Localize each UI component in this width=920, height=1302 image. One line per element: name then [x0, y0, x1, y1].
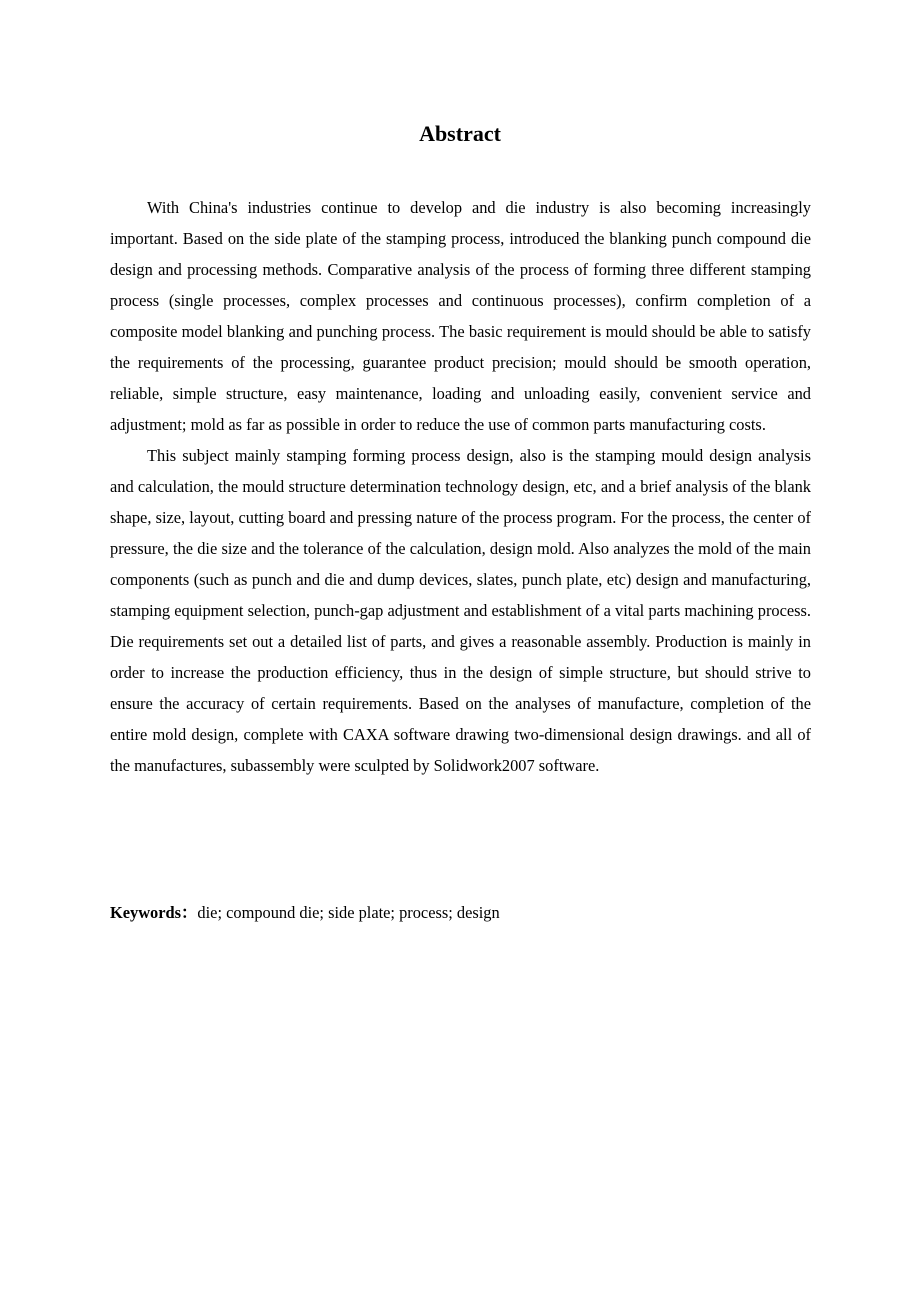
abstract-paragraph-1: With China's industries continue to develop and die industry is also becoming increasingly important. Based on the side plate of the stamping process, introduced the blanking punch compound die design and processing methods. Comparative analysis of the process of forming three different stamping process (single processes, complex processes and continuous processes), confirm completion of a composite model blanking and punching process. The basic requirement is mould should be able to satisfy the requirements of the processing, guarantee product precision; mould should be smooth operation, reliable, simple structure, easy maintenance, loading and unloading easily, convenient service and adjustment; mold as far as possible in order to reduce the use of common parts manufacturing costs.: [110, 198, 811, 434]
keywords-label: Keywords：: [110, 903, 198, 922]
keywords-value: die; compound die; side plate; process; design: [197, 903, 500, 922]
abstract-paragraph-2: This subject mainly stamping forming process design, also is the stamping mould design analysis and calculation, the mould structure determination technology design, etc, and a brief analysis of the blank shape, size, layout, cutting board and pressing nature of the process program. For the process, the center of pressure, the die size and the tolerance of the calculation, design mold. Also analyzes the mold of the main components (such as punch and die and dump devices, slates, punch plate, etc) design and manufacturing, stamping equipment selection, punch-gap adjustment and establishment of a vital parts machining process. Die requirements set out a detailed list of parts, and gives a reasonable assembly. Production is mainly in order to increase the production efficiency, thus in the design of simple structure, but should strive to ensure the accuracy of certain requirements. Based on the analyses of manufacture, completion of the entire mold design, complete with CAXA software drawing two-dimensional design drawings. and all of the manufactures, subassembly were sculpted by Solidwork2007 software.: [110, 446, 811, 775]
keywords-line: [110, 897, 811, 928]
page-title: Abstract: [419, 121, 501, 146]
abstract-body: [110, 192, 811, 781]
